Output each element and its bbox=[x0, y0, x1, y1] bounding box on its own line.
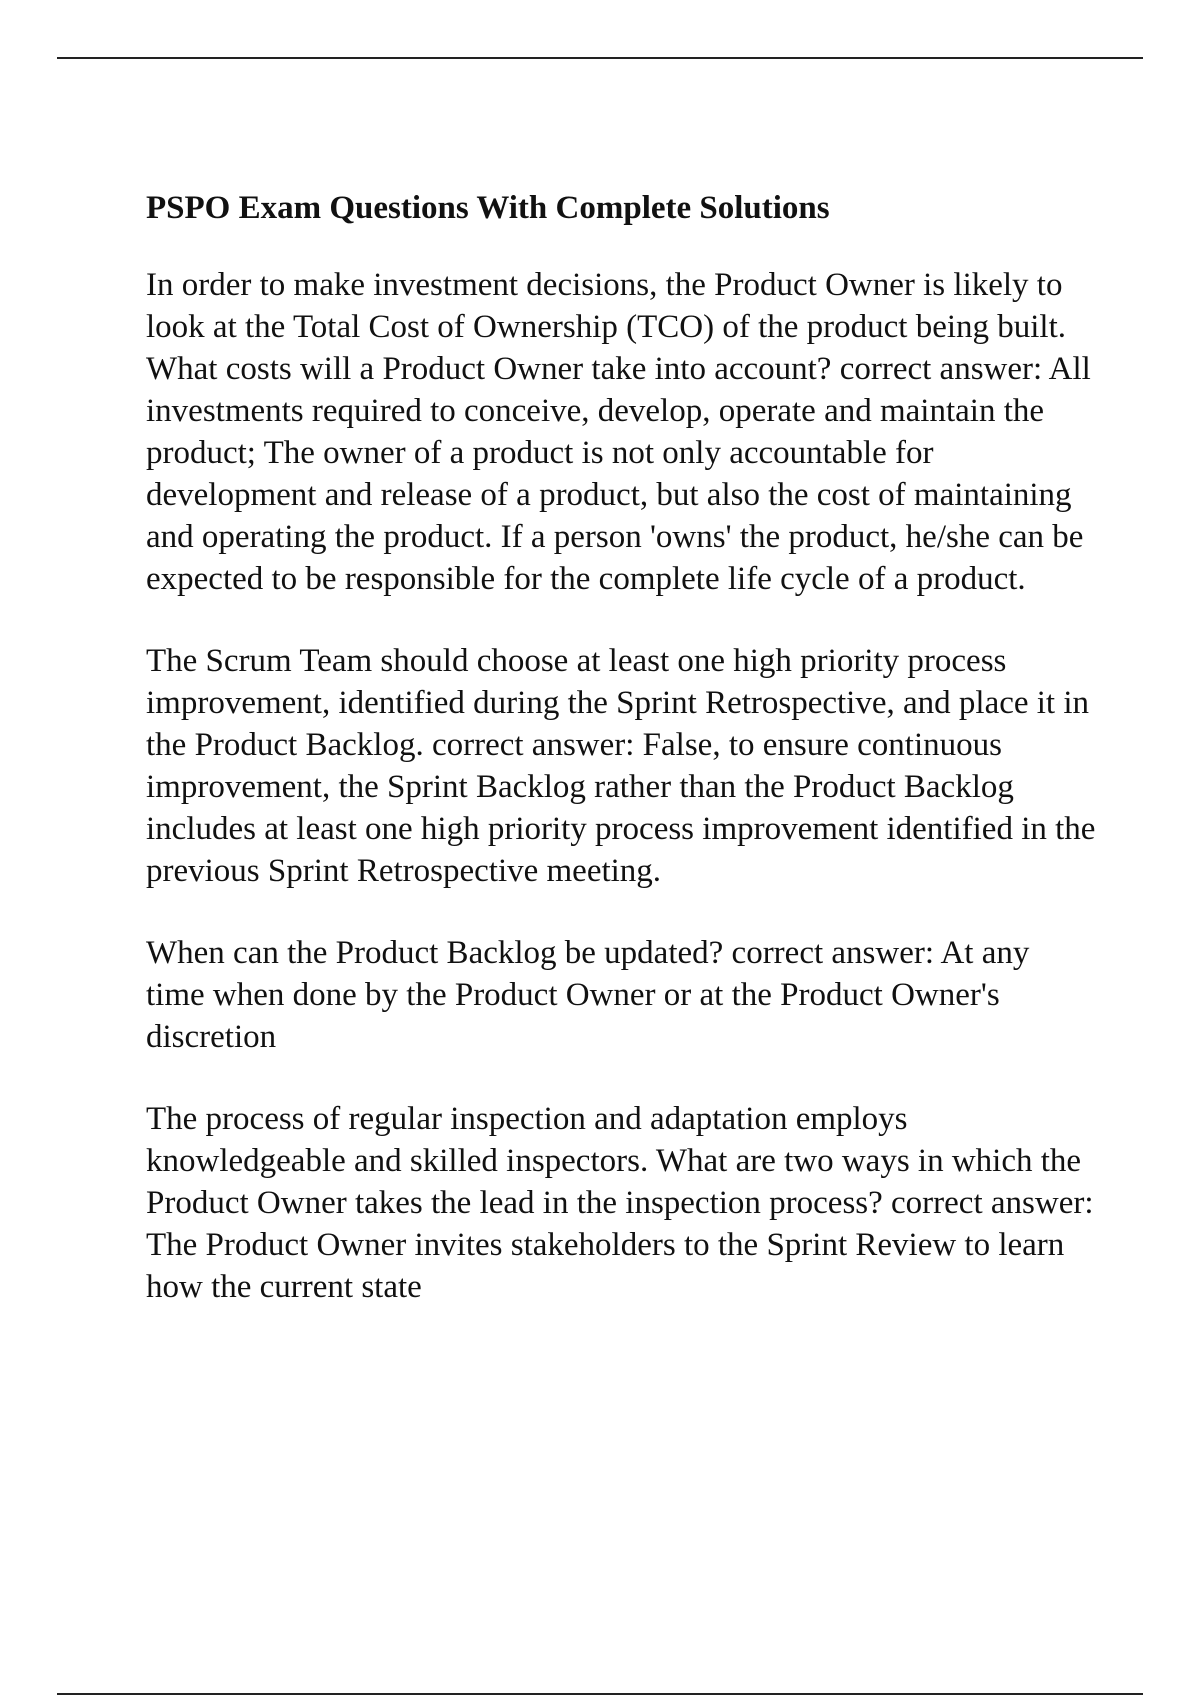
answer-label: correct answer: bbox=[731, 935, 935, 971]
question-text: When can the Product Backlog be updated? bbox=[146, 935, 724, 971]
answer-text: At any time when done by the Product Owner or at the Product Owner's discretion bbox=[146, 935, 1038, 1055]
qa-item bbox=[146, 264, 1100, 600]
answer-label: correct answer: bbox=[839, 351, 1043, 387]
qa-item bbox=[146, 1098, 1096, 1308]
question-text: In order to make investment decisions, the Product Owner is likely to look at the Total Cost of Ownership (TCO) of the product being built. What costs will a Product Owner take into account? bbox=[146, 267, 1074, 387]
qa-list bbox=[146, 264, 1104, 1308]
top-rule bbox=[57, 57, 1143, 59]
bottom-rule bbox=[57, 1693, 1143, 1695]
answer-label: correct answer: bbox=[891, 1185, 1094, 1221]
page-content bbox=[146, 186, 1104, 1348]
qa-item bbox=[146, 932, 1096, 1058]
answer-text: The Product Owner invites stakeholders to the Sprint Review to learn how the current state bbox=[146, 1227, 1073, 1305]
answer-text: False, to ensure continuous improvement, the Sprint Backlog rather than the Product Backlog includes at least one high priority process improvement identified in the previous Sprint Retrospective meeting. bbox=[146, 727, 1104, 889]
question-text: The Scrum Team should choose at least one high priority process improvement, identified during the Sprint Retrospective, and place it in the Product Backlog. bbox=[146, 643, 1098, 763]
document-title: PSPO Exam Questions With Complete Solutions bbox=[146, 190, 830, 226]
question-text: The process of regular inspection and adaptation employs knowledgeable and skilled inspectors. What are two ways in which the Product Owner takes the lead in the inspection process? bbox=[146, 1101, 1090, 1221]
answer-text: All investments required to conceive, develop, operate and maintain the product; The owner of a product is not only accountable for development and release of a product, but also the cost of maintaining and operating the product. If a person 'owns' the product, he/she can be expected to be responsible for the complete life cycle of a product. bbox=[146, 351, 1100, 597]
qa-item bbox=[146, 640, 1104, 892]
answer-label: correct answer: bbox=[431, 727, 635, 763]
